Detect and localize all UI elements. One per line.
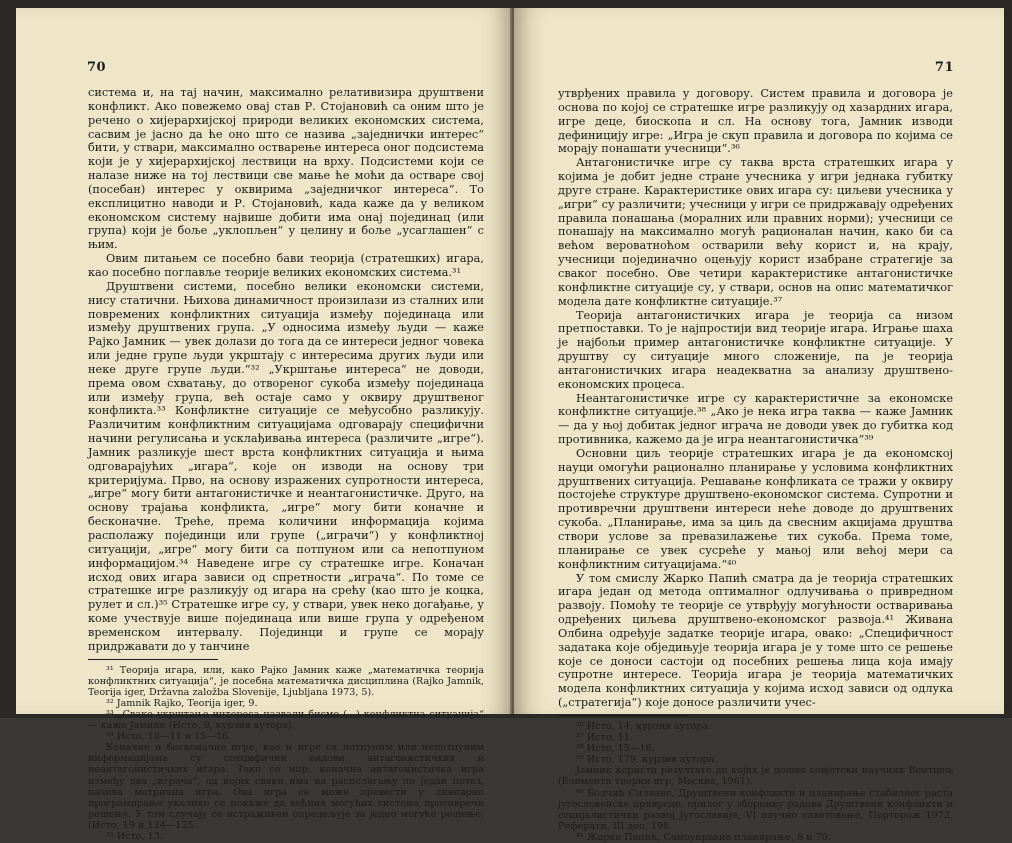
footnote: ³⁶ Исто, 14, курзив аутора.: [576, 720, 712, 732]
paragraph: У том смислу Жарко Папић сматра да је теорија стратешких игара један од метода оптималног одлучивања о привредном развоју. Помоћу те теорије се утврђују могућности остваривања одређених циљева друштвено-економског развоја.⁴¹ Живана Олбина одређује задатке теорије игара, овако: „Специфичност задатака које обједињује теорија игара је у томе што се решење које се доноси састоји од посебних решења лица која имају супротне интересе. Теорија игара је теорија математичких модела конфликтних ситуација у којима исход зависи од одлука („стратегија“) које доносе различити учес-: [558, 571, 953, 710]
paragraph: Антагонистичке игре су таква врста стратешких игара у којима је добит једне стране учесника у игри једнака губитку друге стране. Карактеристике ових игара су: циљеви учесника у „игри“ су различити; учесници у игри се придржавају одређених правила понашања (моралних или правних норми); учесници се понашају на максимално могућ рационалан начин, како би са већом вероватноћом остварили већу корист и, на крају, учесници појединачно оцењују корист изабране стратегије за сваког посебно. Ове четири карактеристике антагонистичке конфликтне ситуације су, у ствари, основ на опис математичког модела дате конфликтне ситуације.³⁷: [558, 156, 953, 308]
footnote: ³⁸ Исто, 15—16.: [576, 743, 655, 755]
footnote: ³² Jamnik Rajko, Teorija iger, 9.: [106, 697, 258, 709]
footnotes: [88, 665, 484, 843]
page-number: 71: [934, 60, 954, 75]
footnote: Јамник користи резултате до којих је дошао совјетски научник Вентцељ (Елементи теории игр, Москва, 1961).: [558, 765, 953, 788]
footnote-divider: [558, 715, 688, 716]
paragraph: Друштвени системи, посебно велики економски системи, нису статични. Њихова динамичност произилази из сталних или повремених конфликтних ситуација између појединаца или између друштвених група. „У односима између људи — каже Рајко Јамник — увек долази до тога да се интереси једног човека или једне групе људи укрштају с интересима других људи или неке друге групе људи.“³² „Укрштање интереса“ не доводи, према овом схватању, до отвореног сукоба између појединаца или између група, већ остаје само у оквиру друштвеног конфликта.³³ Конфликтне ситуације се међусобно разликују. Различитим конфликтним ситуацијама одговарају специфични начини регулисања и усклађивања интереса (различите „игре“). Јамник разликује шест врста конфликтних ситуација и њима одговарајућих „игара“, које он изводи на основу три критеријума. Прво, на основу изражених супротности интереса, „игре“ могу бити антагонистичке и неантагонистичке. Друго, на основу трајања конфликта, „игре“ могу бити коначне и бесконачне. Треће, према количини информација којима располажу појединци или групе („играчи“) у конфликтној ситуацији, „игре“ могу бити са потпуном или са непотпуном информацијом.³⁴ Наведене игре су стратешке игре. Коначан исход ових игара зависи од спретности „играча“. По томе се стратешке игре разликују од игара на срећу (као што је коцка, рулет и сл.)³⁵ Стратешке игре су, у ствари, увек нeко догађање, у коме учествује више појединаца или више група у одређеном временском интервалу. Појединци и групе се морају придржавати до у танчине: [88, 279, 484, 653]
footnote: ³⁴ Исто, 10—11 и 15—16.: [106, 731, 232, 743]
paragraph: Основни циљ теорије стратешких игара је да економској науци омогући рационално планирање у условима конфликтних друштвених ситуација. Решавање конфликата се тражи у оквиру постојеће структуре друштвено-економског система. Супротни и противречни друштвени интереси неће доводе до друштвених сукоба. „Планирање, има за циљ да свесним акцијама друштва створи услове за превазилажење тих сукоба. Према томе, планирање се увек сусреће у мањој или већој мери са конфликтним ситуацијама.“⁴⁰: [558, 446, 953, 571]
page-number: 70: [87, 60, 107, 75]
paragraph: утврђених правила у договору. Систем правила и договора је основа по којој се стратешке игре разликују од хазардних игара, игре деце, биоскопа и сл. На основу тога, Јамник изводи дефиницију игре: „Игра је скуп правила и договора по којима се морају понашати учесници“.³⁶: [558, 87, 953, 156]
left-page: [16, 8, 512, 842]
footnote: ³⁷ Исто, 11.: [576, 732, 633, 744]
paragraph: Теорија антагонистичких игара је теорија са низом претпоставки. То је најпростији вид теорије игара. Игрaње шаха је најбољи пример антагонистичке конфликтне ситуације. У друштву су ситуације много сложеније, па је теорија антагонистичких игара неадекватна за анализу друштвено-економских процеса.: [558, 308, 953, 391]
text-column: [88, 86, 484, 842]
paragraph: систeма и, на тај начин, максимално релативизира друштвени конфликт. Ако повежемо овај став Р. Стојановић са оним што је речено о хијерархијској природи великих економских система, сасвим је јасно да ће оно што се назива „заједнички интерес“ бити, у ствари, максимално остварење интереса оног подсистема који је у хијерархијској лествици на врху. Подсистеми који се налазе ниже на тој лествици све мање ће моћи да остваре свој (посебан) интерес у оквирима „заједничког интереса“. То експлицитно наводи и Р. Стојановић, када каже да у великом економском систему највише добити има онај појединац (или група) који је боље „уклопљен“ у целину и боље „усаглашен“ с њим.: [88, 86, 484, 252]
paragraph: Овим питањем се посебно бави теорија (стратешких) игара, као посебно поглавље теорије великих економских система.³¹: [88, 252, 484, 279]
text-column: [558, 87, 953, 843]
footnote: ⁴¹ Жарко Папић, Самоуправно планирање, 8 и 70.: [576, 831, 831, 843]
footnotes: [558, 721, 953, 843]
paragraph: Неантагонистичке игре су карактеристичне за економске конфликтне ситуације.³⁸ „Ако је нека игра таква — каже Јамник — да у њој добитак једног играча не доводи увек до губитка код противника, кажемо да је игра неантагонистичка“³⁹: [558, 391, 953, 447]
footnote: ³⁵ Исто, 13.: [106, 831, 163, 842]
right-page: [514, 8, 1004, 843]
footnote: ³¹ Теорија игара, или, како Рајко Јамник каже „математичка теорија конфликтних ситуација“, је посебна математичка дисциплина (Rajko Jamnik, Teorija iger, Državna založba Slovenije, Ljubljana 1973, 5).: [88, 664, 484, 698]
footnote: Коначне и бесконачне игре, као и игре са потпуним или непотпуним информацијама су специфични видови антагонистичких и неантагонистичких игара. Тако се нпр. коначна антагонистичка игра између два „играча“, од којих сваки има на располагању по један потез, назива матрична игра. Ова игра се може превести у линеарно програмирање уколико се покаже да већина могућих система противречи решењу. У том случају се истраживан опредељује за једно могуће решење. (Исто, 19 и 124—125.: [88, 742, 484, 831]
footnote: ³³ „Свако укрштање интереса назвали бисмо (...) конфликтна ситуација“ — каже Јамник (Исто, 9, курзив аутора).: [88, 708, 484, 732]
footnote: ⁴⁰ Болчић Силвано, Друштвени конфликти и планирање стабилног раста југословенске привреде, прилог у зборнику радова Друштвени конфликти и социјалистички развој Југославије, VI научно саветовање, Порторож 1972, Реферати, III део, 198.: [558, 787, 953, 832]
footnote: ³⁹ Исто, 179, курзив аутора.: [576, 754, 718, 766]
footnote-divider: [88, 659, 218, 660]
